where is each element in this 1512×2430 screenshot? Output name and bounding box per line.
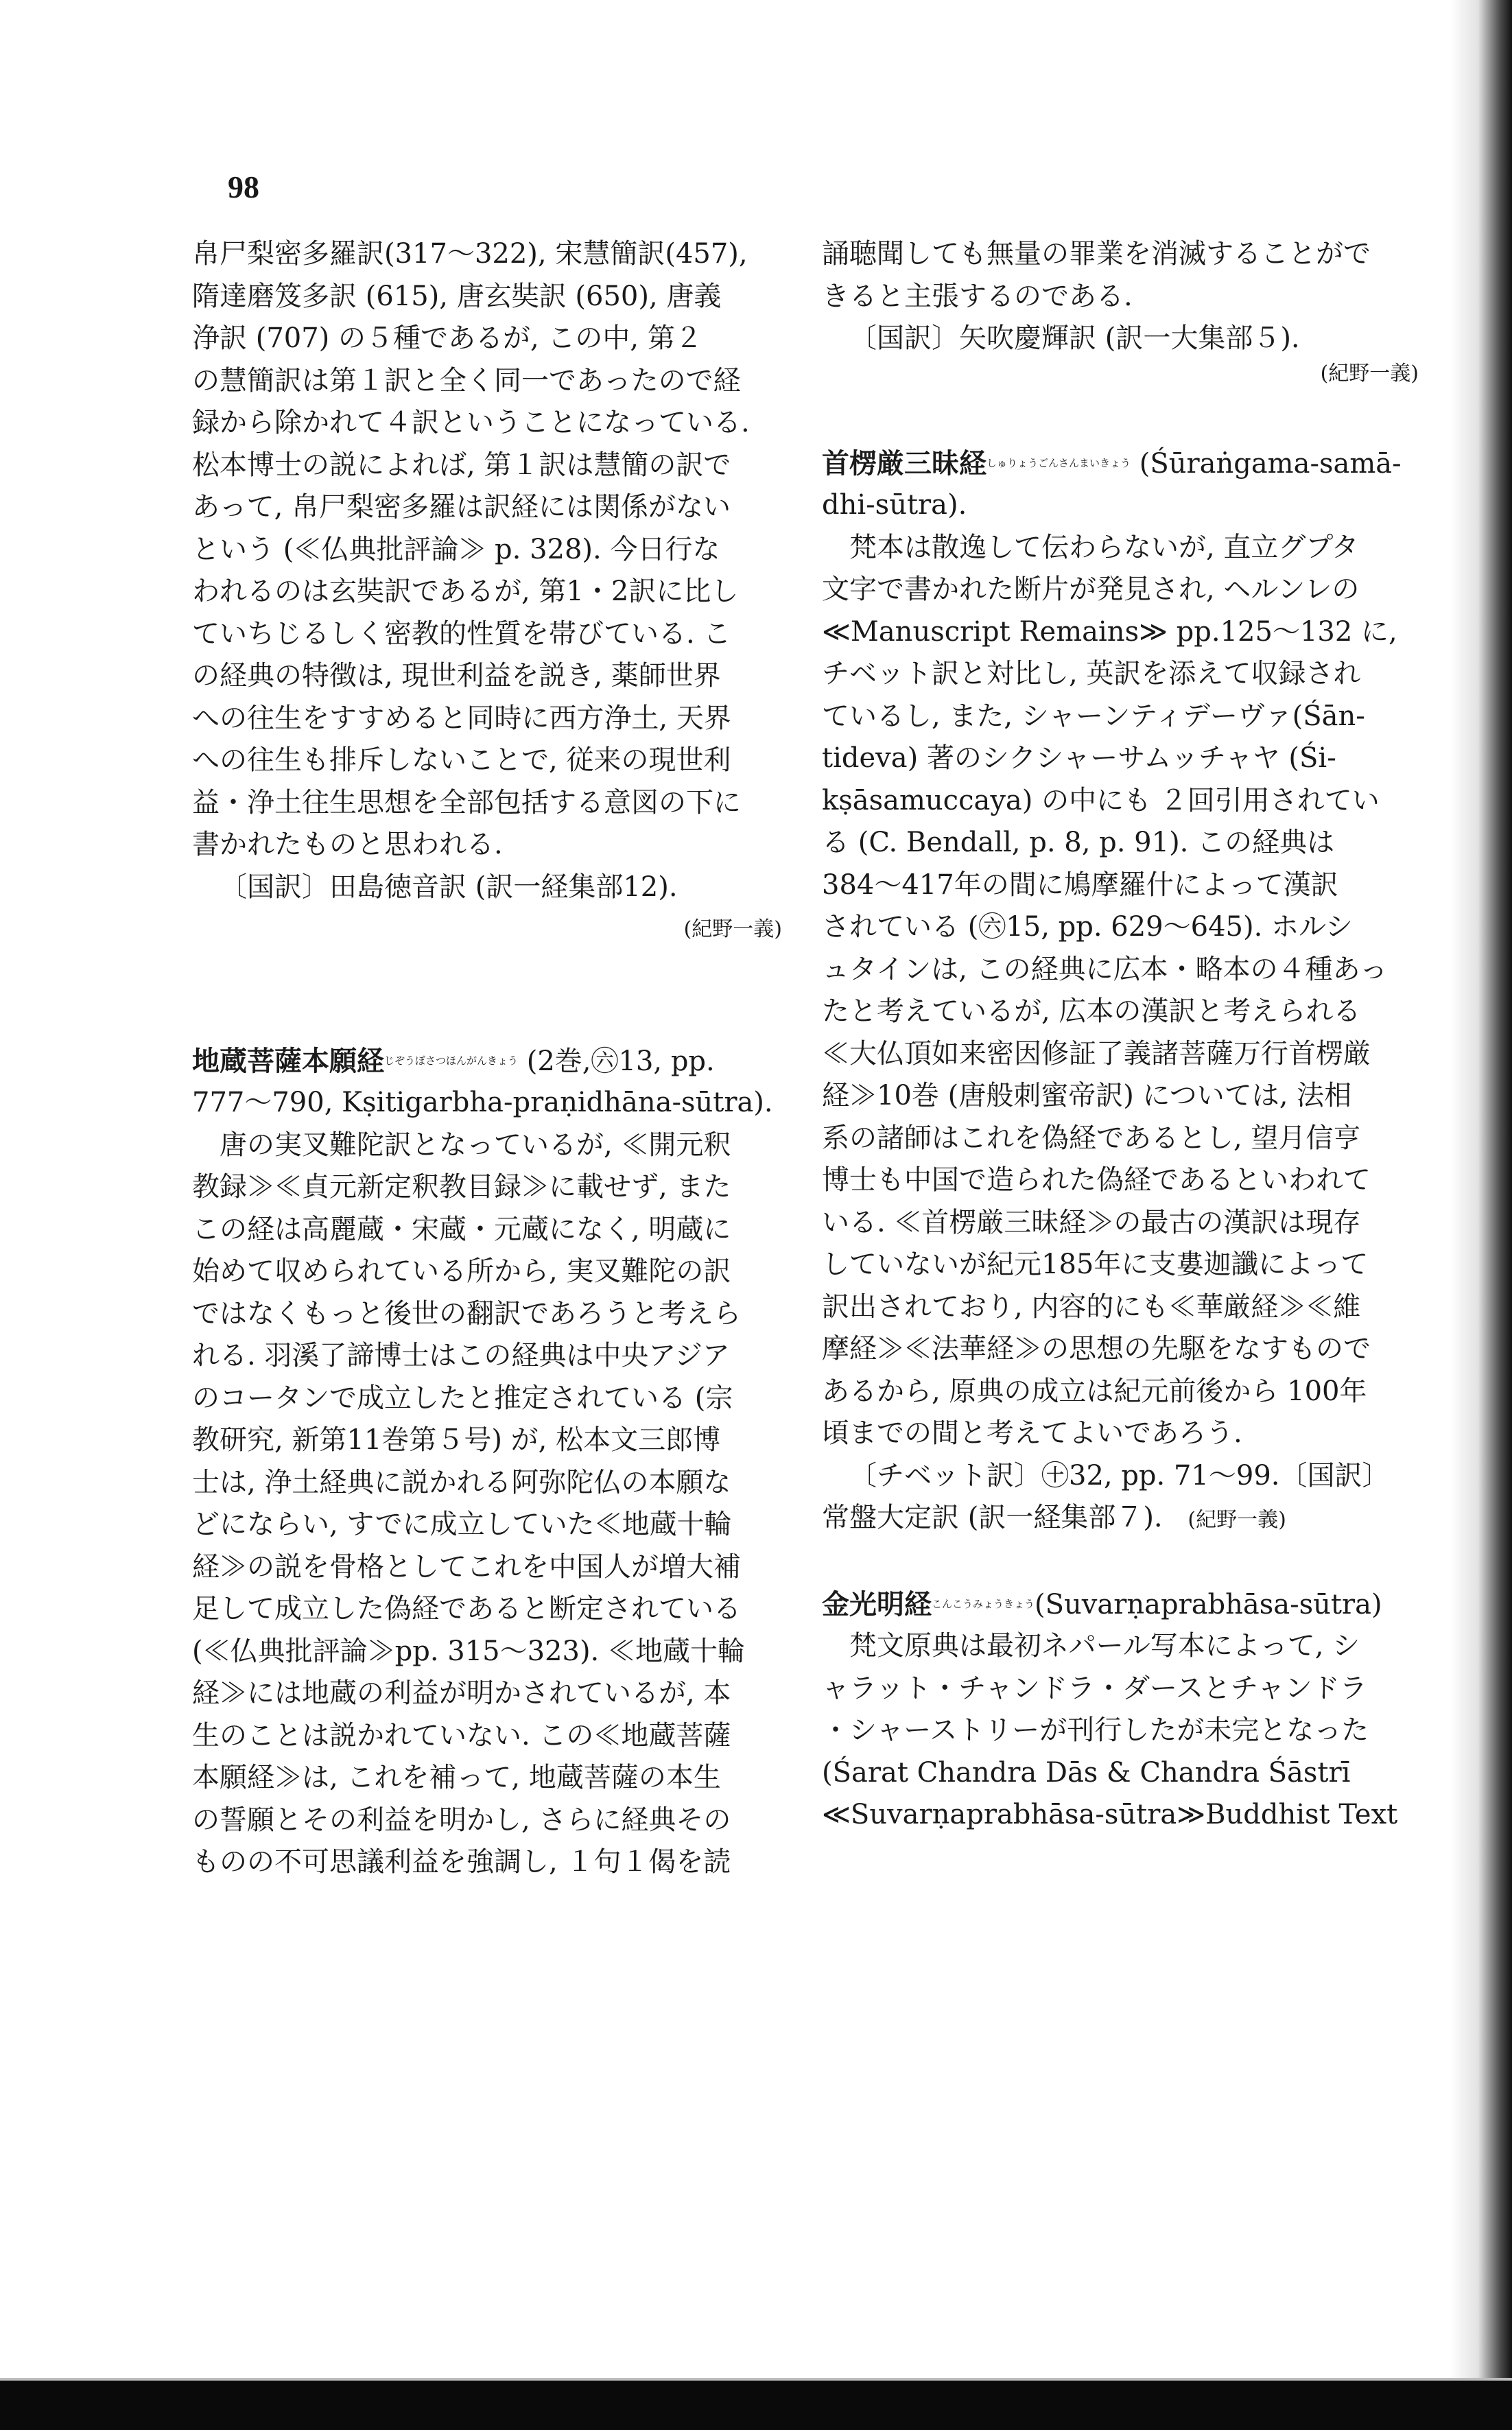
text-line: 系の諸師はこれを偽経であるとし, 望月信亨 [822,1122,1361,1154]
text-line: 摩経≫≪法華経≫の思想の先駆をなすもので [822,1333,1371,1365]
entry-heading-line2: dhi-sūtra). [822,489,967,521]
text-line: への往生も排斥しないことで, 従来の現世利 [192,744,731,776]
entry-heading-line2: 777～790, Kṣitigarbha-praṇidhāna-sūtra). [192,1087,773,1118]
entry-heading [192,1040,789,1083]
text-line: という (≪仏典批評論≫ p. 328). 今日行な [192,533,720,565]
text-line: われるのは玄奘訳であるが, 第1・2訳に比し [192,576,739,607]
entry-heading-rest: (2巻,㊅13, pp. [518,1045,715,1077]
text-line: ≪Suvarṇaprabhāsa-sūtra≫Buddhist Text [822,1799,1398,1830]
text-line: 足して成立した偽経であると断定されている [192,1593,741,1625]
text-line: チベット訳と対比し, 英訳を添えて収録され [822,658,1361,689]
text-line: 経≫の説を骨格としてこれを中国人が増大補 [192,1550,741,1583]
left-body [192,233,789,866]
text-line: たと考えているが, 広本の漢訳と考えられる [822,995,1361,1027]
text-line: していないが紀元185年に支婁迦讖によって [822,1249,1369,1280]
entry-title: 地蔵菩薩本願経 [192,1044,384,1077]
text-line: (≪仏典批評論≫pp. 315～323). ≪地蔵十輪 [192,1635,745,1667]
text-line: の誓願とその利益を明かし, さらに経典その [192,1804,731,1836]
text-line: 松本博士の説によれば, 第１訳は慧簡の訳で [192,449,731,481]
text-line: 本願経≫は, これを補って, 地蔵菩薩の本生 [192,1762,721,1793]
text-line: 博士も中国で造られた偽経であるといわれて [822,1164,1371,1196]
text-line: 頃までの間と考えてよいであろう. [822,1417,1242,1449]
entry-heading-rest: (Suvarṇaprabhāsa-sūtra) [1035,1588,1382,1620]
entry-konkomyo [822,1583,1426,1837]
entry-title: 首楞厳三昧経 [822,447,987,480]
text-line: 文字で書かれた断片が発見され, ヘルンレの [822,574,1360,605]
right-column [822,233,1426,1837]
entry-jizo [192,1040,789,1884]
text-line: 士は, 浄土経典に説かれる阿弥陀仏の本願な [192,1466,731,1498]
text-line: あるから, 原典の成立は紀元前後から 100年 [822,1375,1367,1407]
text-line: 384～417年の間に鳩摩羅什によって漢訳 [822,869,1338,901]
text-line: ≪Manuscript Remains≫ pp.125～132 に, [822,615,1397,648]
text-line: 浄訳 (707) の５種であるが, この中, 第２ [192,322,702,354]
text-line: されている (㊅15, pp. 629～645). ホルシ [822,911,1354,943]
text-line: 唐の実叉難陀訳となっているが, ≪開元釈 [220,1129,731,1161]
translation-note-text: 常盤大定訳 (訳一経集部７). [822,1502,1163,1533]
text-line: る (C. Bendall, p. 8, p. 91). この経典は [822,827,1335,858]
text-line: 教研究, 新第11巻第５号) が, 松本文三郎博 [192,1424,721,1456]
text-line: ュタインは, この経典に広本・略本の４種あっ [822,953,1388,985]
left-column [192,233,789,1884]
text-line: れる. 羽溪了諦博士はこの経典は中央アジア [192,1340,730,1371]
text-line: 訳出されており, 内容的にも≪華厳経≫≪維 [822,1290,1361,1323]
text-line: ・シャーストリーが刊行したが未完となった [822,1714,1369,1746]
entry-shuryogon [822,443,1426,1540]
text-line: 経≫には地蔵の利益が明かされているが, 本 [192,1677,731,1709]
text-line: 益・浄土往生思想を全部包括する意図の下に [192,786,741,818]
entry-title: 金光明経 [822,1588,932,1620]
text-line: の慧簡訳は第１訳と全く同一であったので経 [192,364,741,397]
text-line: あって, 帛尸梨密多羅は訳経には関係がない [192,491,731,523]
text-line: の経典の特徴は, 現世利益を説き, 薬師世界 [192,660,721,692]
furigana: しゅりょうごんさんまいきょう [987,456,1131,469]
text-line: どにならい, すでに成立していた≪地蔵十輪 [192,1509,732,1540]
text-line: ているし, また, シャーンティデーヴァ(Śān- [822,700,1365,732]
text-line: 誦聴聞しても無量の罪業を消滅することがで [822,238,1371,270]
text-line: 生のことは説かれていない. この≪地蔵菩薩 [192,1719,731,1751]
entry-heading [822,1583,1426,1626]
scan-bottom-border [0,2381,1512,2430]
entry-heading [822,443,1426,485]
text-line: (Śarat Chandra Dās & Chandra Śāstrī [822,1756,1351,1789]
text-line: いる. ≪首楞厳三昧経≫の最古の漢訳は現存 [822,1206,1361,1238]
text-line: 梵本は散逸して伝わらないが, 直立グプタ [849,531,1359,563]
text-line: tideva) 著のシクシャーサムッチャヤ (Śi- [822,742,1336,774]
translation-note-line2 [822,1497,1426,1540]
page-binding-shadow [1450,0,1512,2430]
entry-heading-rest: (Śūraṅgama-samā- [1131,447,1402,480]
furigana: じぞうぼさつほんがんきょう [384,1054,519,1067]
author-signature: (紀野一義) [1188,1508,1286,1532]
text-line: ものの不可思議利益を強調し, １句１偈を読 [192,1846,731,1878]
translation-note: 〔チベット訳〕㊉32, pp. 71～99.〔国訳〕 [849,1459,1390,1491]
text-line: kṣāsamuccaya) の中にも ２回引用されてい [822,784,1380,816]
text-line: きると主張するのである. [822,280,1133,312]
page-number: 98 [228,169,259,204]
author-signature: (紀野一義) [1320,361,1419,386]
text-line: 隋達磨笈多訳 (615), 唐玄奘訳 (650), 唐義 [192,280,722,312]
text-line: 書かれたものと思われる. [192,829,503,860]
translation-note: 〔国訳〕田島徳音訳 (訳一経集部12). [220,871,678,903]
text-line: 始めて収められている所から, 実叉難陀の訳 [192,1255,731,1287]
text-line: 教録≫≪貞元新定釈教目録≫に載せず, また [192,1171,731,1203]
text-line: への往生をすすめると同時に西方浄土, 天界 [192,702,731,734]
text-line: 録から除かれて４訳ということになっている. [192,407,750,438]
translation-note: 〔国訳〕矢吹慶輝訳 (訳一大集部５). [849,322,1300,354]
furigana: こんこうみょうきょう [932,1597,1035,1610]
text-line: 梵文原典は最初ネパール写本によって, シ [849,1630,1360,1662]
text-line: この経は高麗蔵・宋蔵・元蔵になく, 明蔵に [192,1213,731,1245]
text-line: ャラット・チャンドラ・ダースとチャンドラ [822,1672,1367,1704]
text-line: ≪大仏頂如来密因修証了義諸菩薩万行首楞厳 [822,1037,1371,1070]
text-line: 経≫10巻 (唐般刺蜜帝訳) については, 法相 [822,1080,1352,1111]
text-line: 帛尸梨密多羅訳(317～322), 宋慧簡訳(457), [192,238,748,270]
text-line: のコータンで成立したと推定されている (宗 [192,1382,733,1414]
text-line: ていちじるしく密教的性質を帯びている. こ [192,617,731,650]
text-line: ではなくもっと後世の翻訳であろうと考えら [192,1297,741,1330]
author-signature: (紀野一義) [683,917,782,941]
